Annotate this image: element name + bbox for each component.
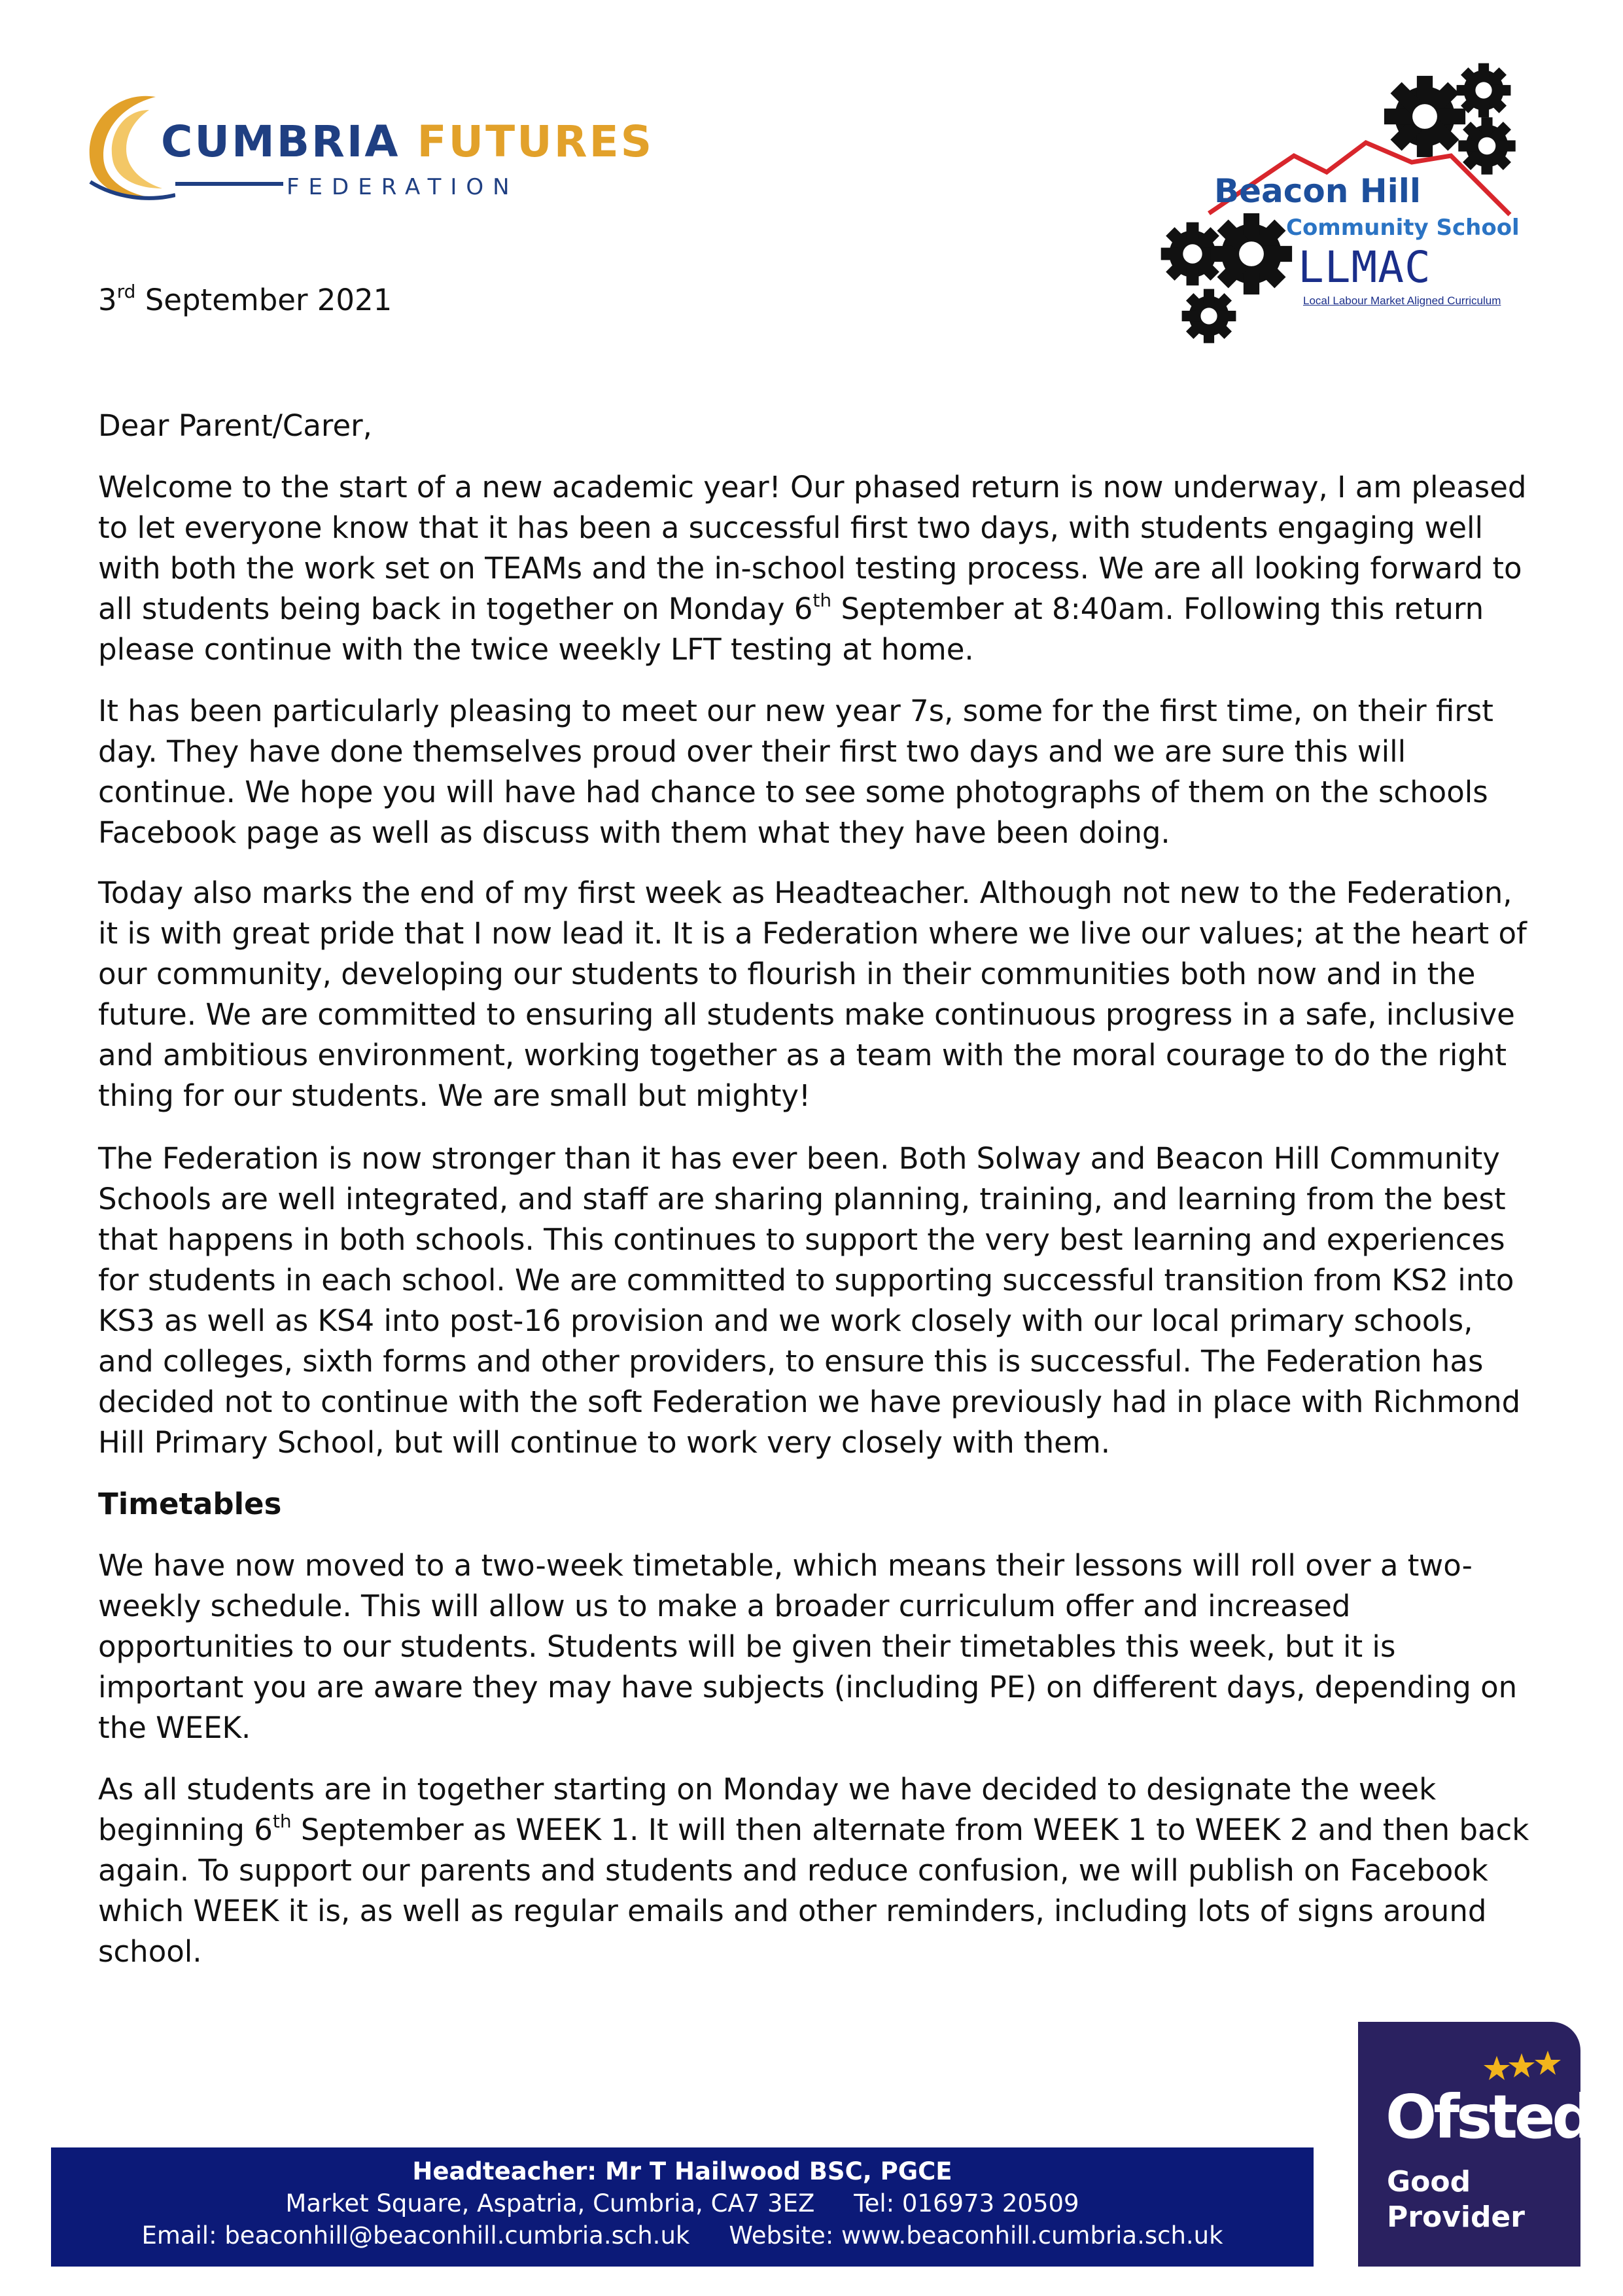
- ofsted-rating-line1: Good: [1387, 2165, 1471, 2199]
- paragraph-welcome-b: September at 8:40am. Following this return please continue with the twice weekly LFT testing at home.: [98, 592, 1484, 667]
- cumbria-word: CUMBRIA: [161, 116, 400, 167]
- date-day: 3: [98, 283, 117, 317]
- futures-word: FUTURES: [417, 116, 654, 167]
- paragraph-week-sup: th: [272, 1810, 292, 1832]
- footer-headteacher: Headteacher: Mr T Hailwood BSC, PGCE: [412, 2157, 952, 2185]
- letter-date: [98, 280, 392, 321]
- footer-tel: Tel: 016973 20509: [854, 2189, 1079, 2217]
- paragraph-year7: It has been particularly pleasing to meet our new year 7s, some for the first time, on their first day. They have done themselves proud over their first two days and we are sure this will continue. We hope you will have had chance to see some photographs of them on the schools Facebook page as well as discuss with them what they have been doing.: [98, 694, 1493, 850]
- cumbria-futures-wordmark: [161, 116, 654, 167]
- beacon-hill-name: Beacon Hill: [1214, 172, 1422, 210]
- date-rest: September 2021: [135, 283, 393, 317]
- footer-address-line: [51, 2187, 1314, 2219]
- ofsted-badge: [1358, 2022, 1592, 2267]
- footer-website[interactable]: Website: www.beaconhill.cumbria.sch.uk: [729, 2221, 1223, 2250]
- date-suffix: rd: [116, 281, 136, 302]
- paragraph-federation: The Federation is now stronger than it has ever been. Both Solway and Beacon Hill Community Schools are well integrated, and staff are sharing planning, training, and learning from the best that happens in both schools. This continues to support the very best learning and experiences for students in each school. We are committed to supporting successful transition from KS2 into KS3 as well as KS4 into post-16 provision and we work closely with our local primary schools, and colleges, sixth forms and other providers, to ensure this is successful. The Federation has decided not to continue with the soft Federation we have previously had in place with Richmond Hill Primary School, but will continue to work very closely with them.: [98, 1141, 1521, 1460]
- salutation: Dear Parent/Carer,: [98, 408, 372, 443]
- federation-word: FEDERATION: [287, 174, 519, 200]
- paragraph-welcome-a: Welcome to the start of a new academic year! Our phased return is now underway, I am pleased to let everyone know that it has been a successful first two days, with students engaging well with both the work set on TEAMs and the in-school testing process. We are all looking forward to all students being back in together on Monday 6: [98, 470, 1527, 626]
- heading-timetables: Timetables: [98, 1487, 282, 1521]
- beacon-hill-logo: [1143, 58, 1549, 352]
- footer-address: Market Square, Aspatria, Cumbria, CA7 3EZ: [285, 2189, 815, 2217]
- paragraph-week-a: As all students are in together starting on Monday we have decided to designate the week beginning 6: [98, 1772, 1437, 1847]
- llmac-subtitle: Local Labour Market Aligned Curriculum: [1303, 294, 1501, 307]
- footer-email[interactable]: Email: beaconhill@beaconhill.cumbria.sch.uk: [141, 2221, 690, 2250]
- paragraph-week-b: September as WEEK 1. It will then alternate from WEEK 1 to WEEK 2 and then back again. To support our parents and students and reduce confusion, we will publish on Facebook which WEEK it is, as well as regular emails and other reminders, including lots of signs around school.: [98, 1812, 1529, 1969]
- community-school-label: Community School: [1286, 215, 1520, 241]
- paragraph-timetables: We have now moved to a two-week timetable, which means their lessons will roll over a two-weekly schedule. This will allow us to make a broader curriculum offer and increased opportunities to our students. Students will be given their timetables this week, but it is important you are aware they may have subjects (including PE) on different days, depending on the WEEK.: [98, 1548, 1518, 1745]
- ofsted-rating-line2: Provider: [1387, 2200, 1525, 2234]
- paragraph-headteacher: Today also marks the end of my first week as Headteacher. Although not new to the Federation, it is with great pride that I now lead it. It is a Federation where we live our values; at the heart of our community, developing our students to flourish in their communities both now and in the future. We are committed to ensuring all students make continuous progress in a safe, inclusive and ambitious environment, working together as a team with the moral courage to do the right thing for our students. We are small but mighty!: [98, 875, 1527, 1113]
- paragraph-welcome-sup: th: [812, 590, 832, 611]
- footer-contact-bar: [51, 2147, 1314, 2267]
- cumbria-futures-logo: [77, 84, 654, 208]
- llmac-label: LLMAC: [1298, 242, 1431, 292]
- footer-email-line: [51, 2219, 1314, 2252]
- paragraph-welcome: [98, 467, 1531, 670]
- paragraph-week: [98, 1769, 1531, 1972]
- ofsted-rating: [1387, 2164, 1525, 2235]
- federation-rule: [175, 181, 283, 187]
- ofsted-wordmark: Ofsted: [1386, 2082, 1592, 2152]
